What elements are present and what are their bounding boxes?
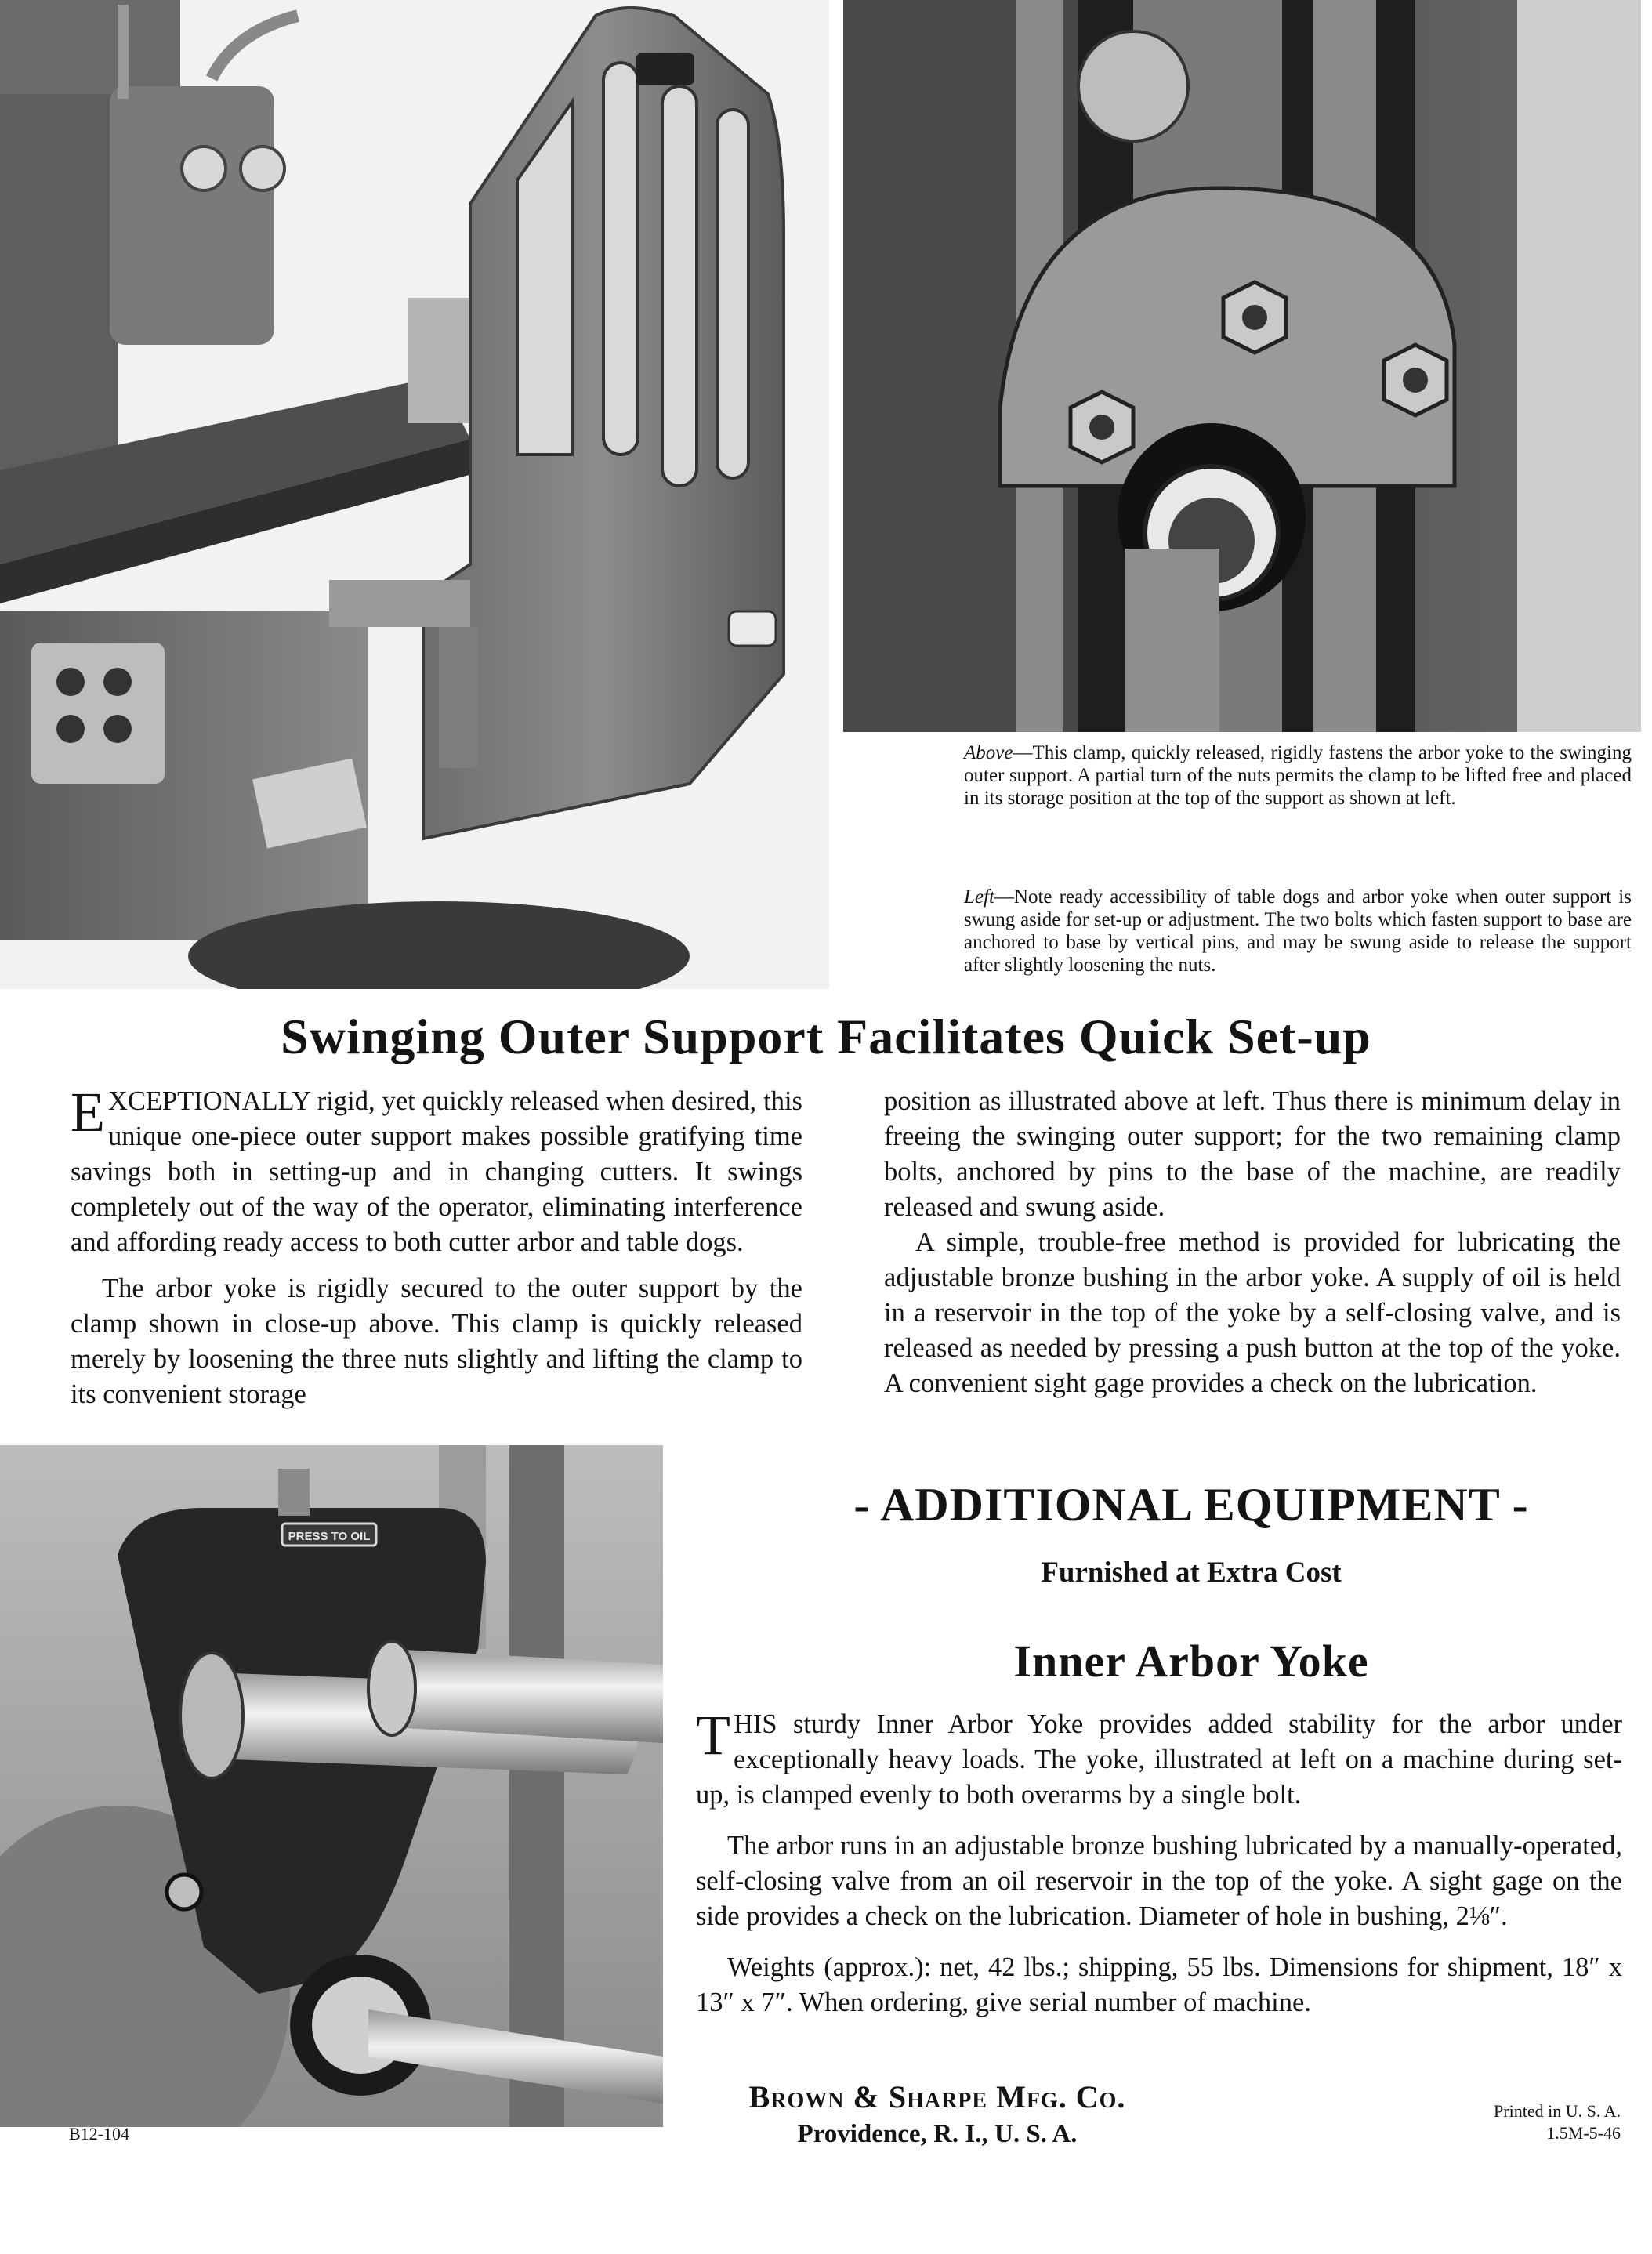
body-left-paragraph-1 (71, 1081, 802, 1260)
yoke-p1-text: HIS sturdy Inner Arbor Yoke provides added stability for the arbor under exceptionally heavy loads. The yoke, illustrated at left on a machine during set-up, is clamped evenly to both overarms by a single bolt. (696, 1709, 1622, 1810)
press-to-oil-label: PRESS TO OIL (288, 1530, 371, 1543)
body-left-p1-text: XCEPTIONALLY rigid, yet quickly released when desired, this unique one-piece outer support makes possible gratifying time savings both in setting-up and in changing cutters. It swings completely out of the way of the operator, eliminating interference and affording ready access to both cutter arbor and table dogs. (71, 1086, 802, 1257)
body-right-paragraph-1: position as illustrated above at left. Thus there is minimum delay in freeing the swinging outer support; for the two remaining clamp bolts, anchored by pins to the base of the machine, are readily released and swung aside. (884, 1086, 1621, 1222)
body-left-paragraph-2: The arbor yoke is rigidly secured to the outer support by the clamp shown in close-up above. This clamp is quickly released merely by loosening the three nuts slightly and lifting the clamp to its convenient storage (71, 1274, 802, 1409)
caption-left-lead: Left (964, 886, 994, 908)
body-left-column (71, 1081, 802, 1412)
yoke-paragraph-3: Weights (approx.): net, 42 lbs.; shipping, 55 lbs. Dimensions for shipment, 18″ x 13″ x 7″. When ordering, give serial number of machine. (696, 1952, 1622, 2017)
printed-note (1494, 2100, 1621, 2144)
photo-clamp-closeup (843, 0, 1641, 732)
dropcap-t: T (696, 1704, 730, 1767)
yoke-paragraph-1 (696, 1704, 1622, 1813)
printed-line-1: Printed in U. S. A. (1494, 2101, 1621, 2121)
printed-line-2: 1.5M-5-46 (1546, 2123, 1621, 2143)
dropcap-e: E (71, 1081, 105, 1143)
yoke-paragraph-2: The arbor runs in an adjustable bronze bushing lubricated by a manually-operated, self-closing valve from an oil reservoir in the top of the yoke. A sight gage on the side provides a check on the lubrication. Diameter of hole in bushing, 2⅛″. (696, 1831, 1622, 1931)
caption-left-text: —Note ready accessibility of table dogs and arbor yoke when outer support is swung aside for set-up or adjustment. The two bolts which fasten support to base are anchored to base by vertical pins, and may be swung aside to release the support after slightly loosening the nuts. (964, 886, 1632, 976)
photo-inner-arbor-yoke (0, 1445, 663, 2127)
page-title: Swinging Outer Support Facilitates Quick Set-up (281, 1009, 1371, 1064)
company-name: Brown & Sharpe Mfg. Co. (748, 2079, 1126, 2114)
photo-outer-support-swung (0, 0, 829, 989)
additional-equipment-heading: - ADDITIONAL EQUIPMENT - (853, 1479, 1529, 1531)
yoke-description (696, 1704, 1622, 2020)
body-right-paragraph-2: A simple, trouble-free method is provided for lubricating the adjustable bronze bushing in the arbor yoke. A supply of oil is held in a reservoir in the top of the yoke by a self-closing valve, and is released as needed by pressing a push button at the top of the yoke. A convenient sight gage provides a check on the lubrication. (884, 1227, 1621, 1398)
form-number: B12-104 (69, 2124, 129, 2143)
caption-left (964, 886, 1632, 977)
caption-above-text: —This clamp, quickly released, rigidly fastens the arbor yoke to the swinging outer support. A partial turn of the nuts permits the clamp to be lifted free and placed in its storage position at the top of the support as shown at left. (964, 742, 1632, 809)
body-right-column (884, 1084, 1621, 1401)
caption-above (964, 741, 1632, 810)
extra-cost-subheading: Furnished at Extra Cost (1041, 1556, 1342, 1589)
company-city: Providence, R. I., U. S. A. (797, 2120, 1078, 2148)
inner-arbor-yoke-heading: Inner Arbor Yoke (1013, 1636, 1369, 1687)
caption-above-lead: Above (964, 742, 1013, 763)
